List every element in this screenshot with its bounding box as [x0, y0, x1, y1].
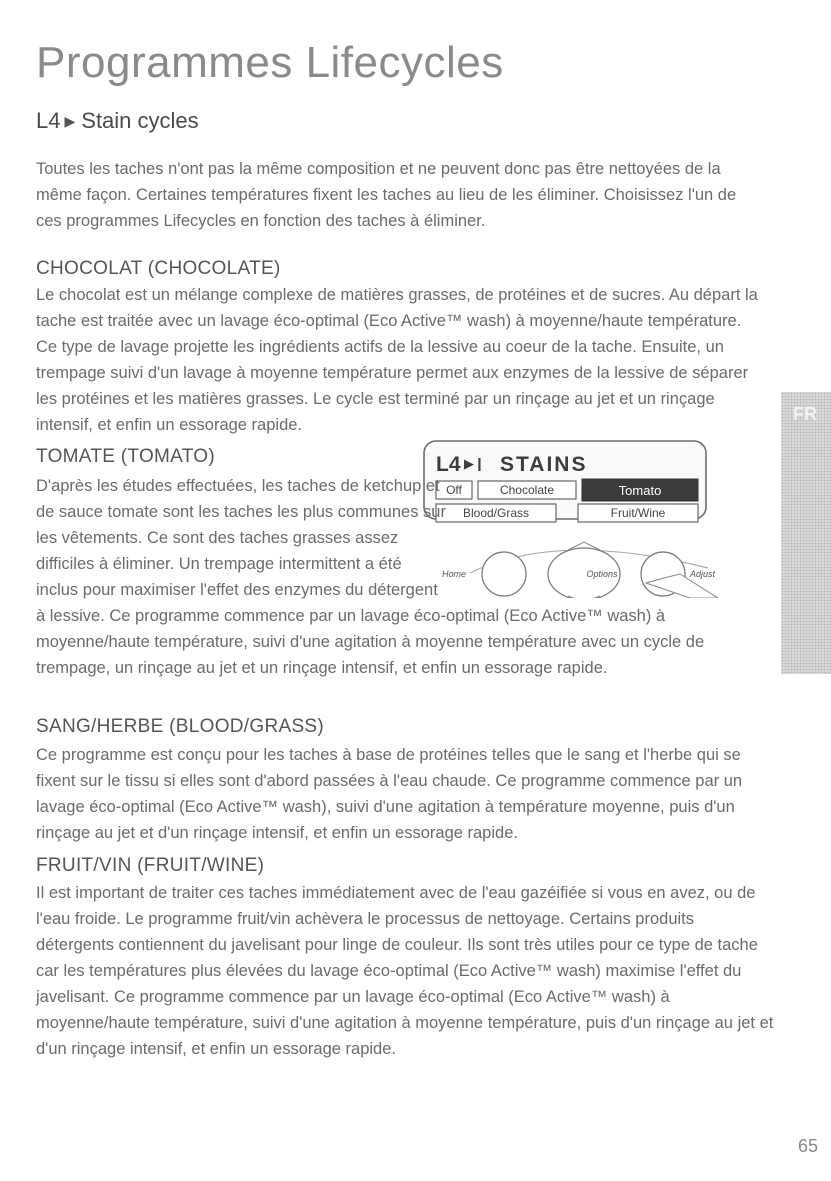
tomate-heading: TOMATE (TOMATO) — [36, 446, 216, 467]
section-subtitle — [36, 108, 199, 134]
sang-heading: SANG/HERBE (BLOOD/GRASS) — [36, 716, 325, 737]
option-blood-grass-label: Blood/Grass — [462, 506, 530, 520]
tomate-paragraph — [36, 473, 776, 681]
language-tab-label: FR — [793, 404, 817, 424]
tomate-text: D'après les études effectuées, les taches de ketchup et de sauce tomate sont les taches les plus communes sur les vêtements. Ce sont des taches grasses assez difficiles à éliminer. Un trempage intermittent a été inclus pour maximiser l'effet des enzymes du détergent à lessive. Ce programme commence par un lavage éco-optimal (Eco Active™ wash) à moyenne/haute température, suivi d'une agitation à moyenne température avec un cycle de trempage, un rinçage au jet et un rinçage intensif, et enfin un essorage rapide. — [36, 477, 705, 677]
sang-paragraph: Ce programme est conçu pour les taches à base de protéines telles que le sang et l'herbe qui se fixent sur le tissu si elles sont d'abord passées à l'eau chaude. Ce programme commence par un lavage éco-optimal (Eco Active™ wash), suivi d'une agitation à température moyenne, puis d'un rinçage au jet et d'un rinçage intensif, et enfin un essorage rapide. — [36, 746, 743, 842]
fruit-paragraph: Il est important de traiter ces taches immédiatement avec de l'eau gazéifiée si vous en avez, ou de l'eau froide. Le programme fruit/vin achèvera le processus de nettoyage. Certains produits détergents contiennent du javelisant pour linge de couleur. Ils sont très utiles pour ce type de tache car les températures plus élevées du lavage éco-optimal (Eco Active™ wash) maximise l'effet du javelisant. Ce programme commence par un lavage éco-optimal (Eco Active™ wash) à moyenne/haute température, suivi d'une agitation à moyenne température, puis d'un rinçage au jet et d'un rinçage intensif, et enfin un essorage rapide. — [36, 884, 774, 1058]
adjust-label: Adjust — [690, 569, 716, 579]
panel-arrow-icon: ▶❙ — [464, 456, 485, 471]
intro-paragraph: Toutes les taches n'ont pas la même composition et ne peuvent donc pas être nettoyées de la même façon. Certaines températures fixent les taches au lieu de les éliminer. Choisissez l'un de ces programmes Lifecycles en fonction des taches à éliminer. — [36, 160, 737, 230]
panel-header-title: STAINS — [500, 453, 588, 476]
page-title: Programmes Lifecycles — [36, 38, 504, 87]
play-arrow-icon: ▶ — [64, 113, 76, 129]
option-off-label: Off — [446, 483, 462, 497]
subtitle-text: Stain cycles — [81, 108, 199, 133]
subtitle-prefix: L4 — [36, 108, 61, 133]
panel-header-prefix: L4 — [436, 453, 461, 476]
options-label: Options — [586, 569, 618, 579]
panel-spacer — [446, 473, 776, 601]
language-side-tab — [781, 392, 831, 674]
chocolat-paragraph: Le chocolat est un mélange complexe de matières grasses, de protéines et de sucres. Au départ la tache est traitée avec un lavage éco-optimal (Eco Active™ wash) à moyenne/haute température. Ce type de lavage projette les ingrédients actifs de la lessive au coeur de la tache. Ensuite, un trempage suivi d'un lavage à moyenne température permet aux enzymes de la lessive de séparer les protéines et les matières grasses. Le cycle est terminé par un rinçage au jet et un rinçage intensif, et enfin un essorage rapide. — [36, 286, 758, 434]
option-chocolate-label: Chocolate — [499, 483, 555, 497]
fruit-heading: FRUIT/VIN (FRUIT/WINE) — [36, 855, 265, 876]
home-label: Home — [441, 569, 466, 579]
chocolat-heading: CHOCOLAT (CHOCOLATE) — [36, 258, 281, 279]
page-number: 65 — [798, 1136, 819, 1156]
option-tomato-label: Tomato — [618, 483, 662, 498]
option-fruit-wine-label: Fruit/Wine — [610, 506, 666, 520]
